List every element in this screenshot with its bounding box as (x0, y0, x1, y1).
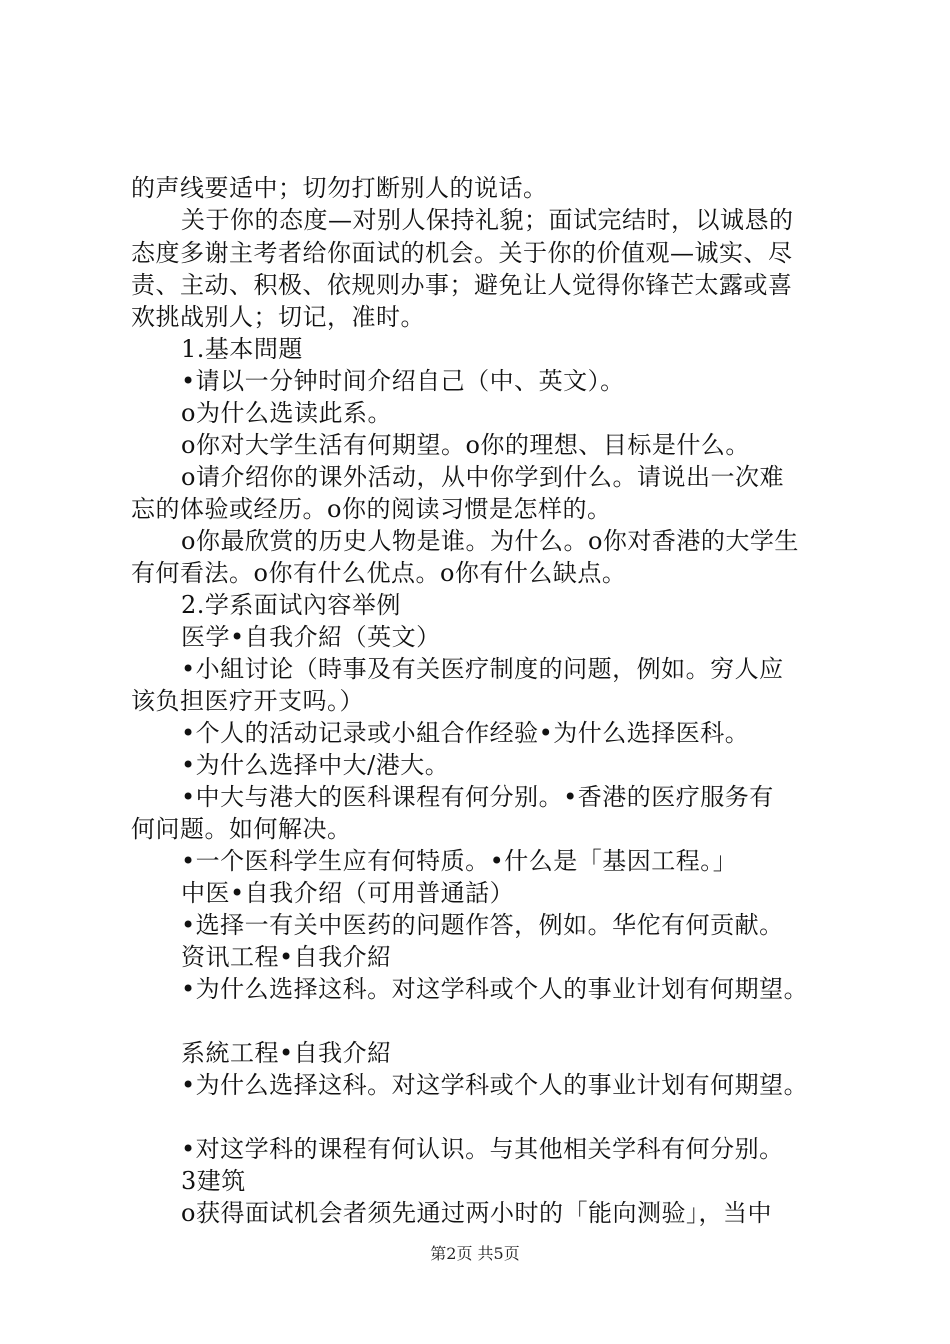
list-item: •选择一有关中医药的问题作答，例如。华佗有何贡献。 (181, 911, 784, 939)
list-item: •请以一分钟时间介绍自己（中、英文）。 (181, 367, 625, 395)
text-line: 有何看法。o你有什么优点。o你有什么缺点。 (131, 559, 627, 587)
subsection-heading: 系統工程•自我介紹 (181, 1039, 392, 1067)
text-line: 何问题。如何解决。 (131, 815, 352, 843)
list-item: •中大与港大的医科课程有何分别。•香港的医疗服务有 (181, 783, 774, 811)
list-item: o请介绍你的课外活动，从中你学到什么。请说出一次难 (181, 463, 784, 491)
text-line: 关于你的态度—对别人保持礼貌；面试完结时，以诚恳的 (181, 206, 794, 234)
subsection-heading: 中医•自我介绍（可用普通話） (181, 879, 515, 907)
list-item: o为什么选读此系。 (181, 399, 392, 427)
section-heading: 3建筑 (181, 1167, 246, 1195)
section-heading: 1.基本問題 (181, 335, 303, 363)
list-item: •为什么选择中大/港大。 (181, 751, 450, 779)
list-item: o你最欣赏的历史人物是谁。为什么。o你对香港的大学生 (181, 527, 799, 555)
list-item: o你对大学生活有何期望。o你的理想、目标是什么。 (181, 431, 750, 459)
subsection-heading: 医学•自我介紹（英文） (181, 623, 441, 651)
list-item: •小組讨论（時事及有关医疗制度的问题，例如。穷人应 (181, 655, 784, 683)
list-item: •为什么选择这科。对这学科或个人的事业计划有何期望。 (181, 975, 809, 1003)
subsection-heading: 资讯工程•自我介紹 (181, 943, 392, 971)
list-item: •为什么选择这科。对这学科或个人的事业计划有何期望。 (181, 1071, 809, 1099)
text-line: 忘的体验或经历。o你的阅读习惯是怎样的。 (131, 495, 612, 523)
list-item: •对这学科的课程有何认识。与其他相关学科有何分别。 (181, 1135, 784, 1163)
text-line: 该负担医疗开支吗。） (131, 687, 364, 715)
text-line: 责、主动、积极、依规则办事；避免让人觉得你锋芒太露或喜 (131, 271, 793, 299)
text-line: 的声线要适中；切勿打断别人的说话。 (131, 174, 548, 202)
list-item: •个人的活动记录或小組合作经验•为什么选择医科。 (181, 719, 750, 747)
page-footer: 第2页 共5页 (430, 1244, 520, 1263)
text-line: 态度多谢主考者给你面试的机会。关于你的价值观—诚实、尽 (131, 239, 793, 267)
list-item: o获得面试机会者须先通过两小时的「能向测验」，当中 (181, 1199, 772, 1227)
text-line: 欢挑战别人；切记，准时。 (131, 303, 425, 331)
list-item: •一个医科学生应有何特质。•什么是「基因工程。」 (181, 847, 738, 875)
section-heading: 2.学系面试內容举例 (181, 591, 401, 619)
